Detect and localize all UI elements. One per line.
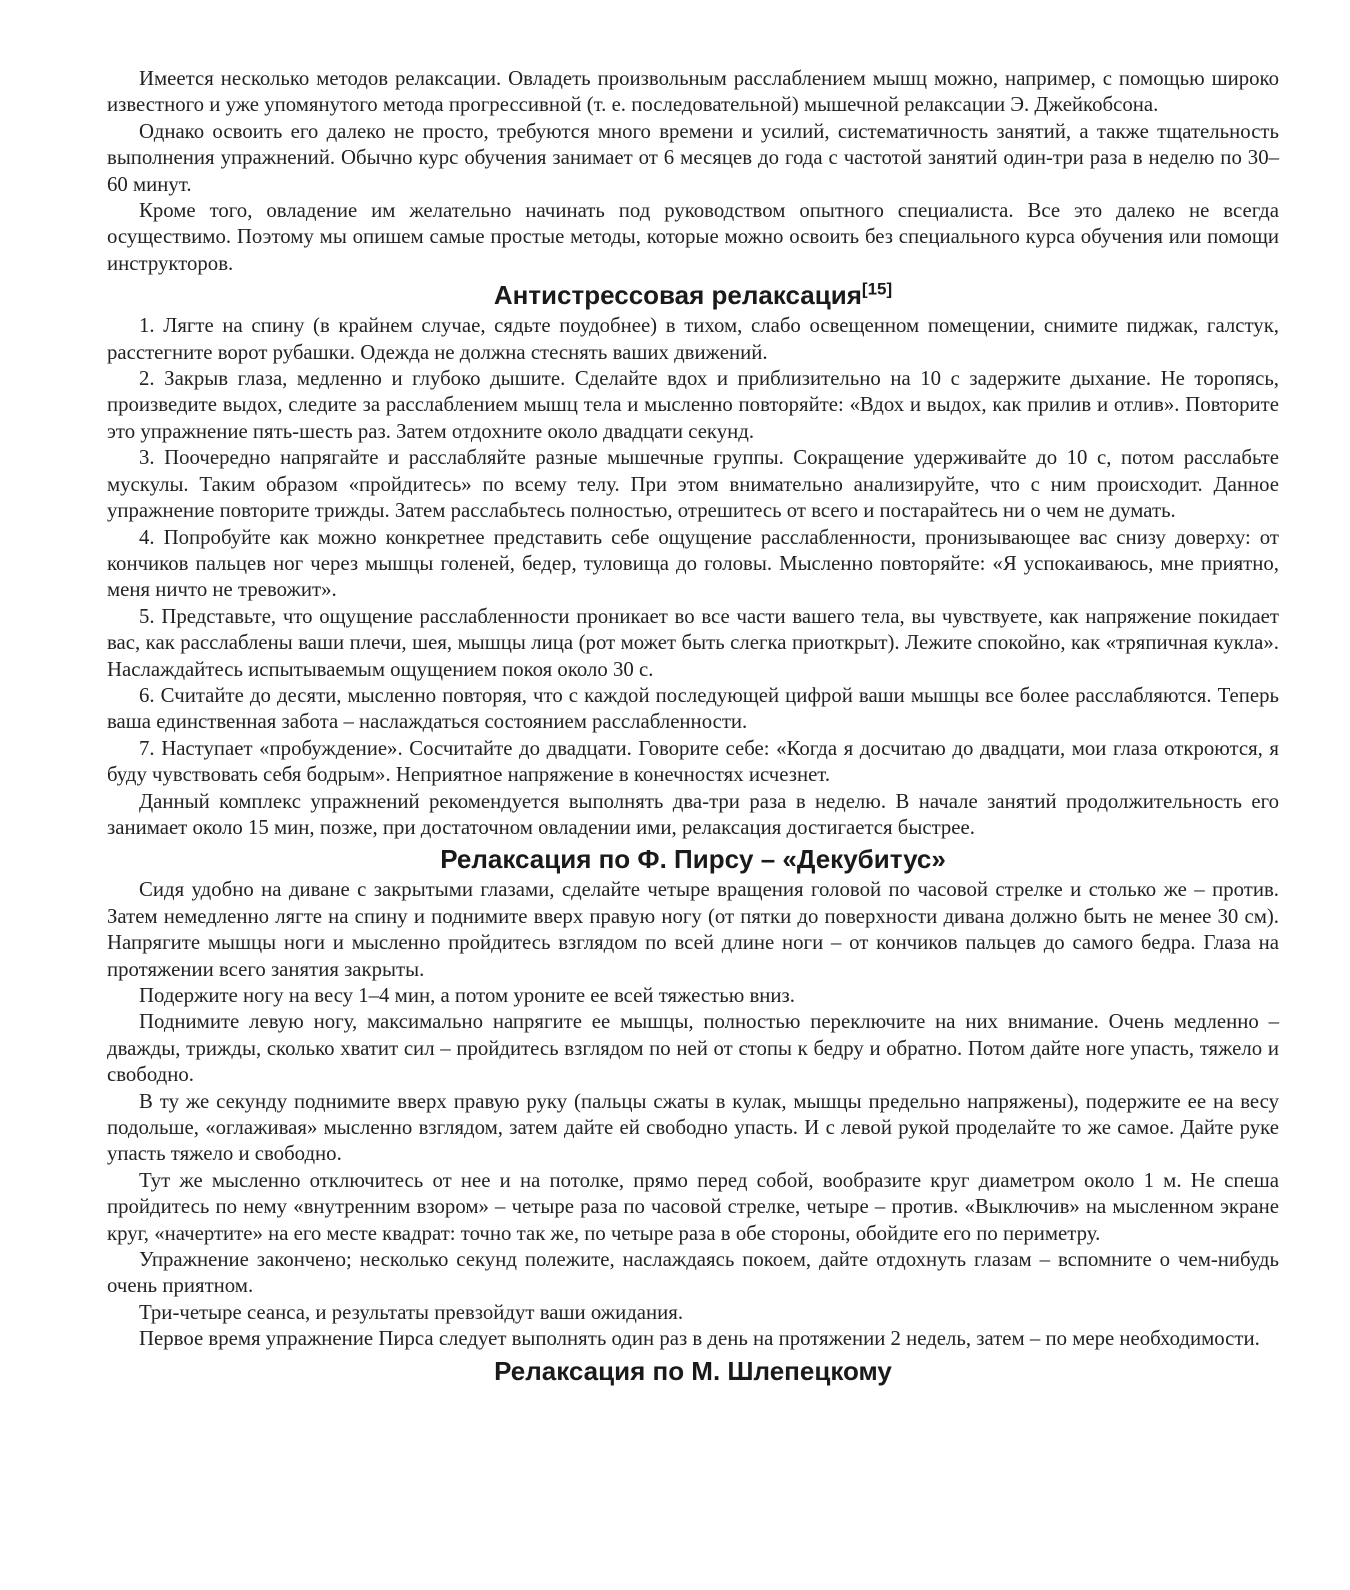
step-4: 4. Попробуйте как можно конкретнее представить себе ощущение расслабленности, пронизывающее вас снизу доверху: от кончиков пальцев ног через мышцы голеней, бедер, туловища до головы. Мысленно повторяйте: «Я успокаиваюсь, мне приятно, меня ничто не тревожит». — [107, 525, 1279, 602]
pierce-paragraph-4: В ту же секунду поднимите вверх правую руку (пальцы сжаты в кулак, мышцы предельно напряжены), подержите ее на весу подольше, «оглаживая» мысленно взглядом, затем дайте ей свободно упасть. И с левой рукой проделайте то же самое. Дайте руке упасть тяжело и свободно. — [107, 1089, 1279, 1166]
step-7: 7. Наступает «пробуждение». Сосчитайте до двадцати. Говорите себе: «Когда я досчитаю до двадцати, мои глаза откроются, я буду чувствовать себя бодрым». Неприятное напряжение в конечностях исчезнет. — [107, 736, 1279, 787]
pierce-paragraph-6: Упражнение закончено; несколько секунд полежите, наслаждаясь покоем, дайте отдохнуть глазам – вспомните о чем-нибудь очень приятном. — [107, 1248, 1279, 1298]
section-heading-shlepetsky: Релаксация по М. Шлепецкому — [494, 1355, 892, 1386]
intro-paragraph-2: Однако освоить его далеко не просто, требуются много времени и усилий, систематичность занятий, а также тщательность выполнения упражнений. Обычно курс обучения занимает от 6 месяцев до года с частотой занятий один-три раза в неделю по 30–60 минут. — [107, 119, 1279, 196]
antistress-summary: Данный комплекс упражнений рекомендуется выполнять два-три раза в неделю. В начале занятий продолжительность его занимает около 15 мин, позже, при достаточном овладении ими, релаксация достигается быстрее. — [107, 789, 1279, 839]
footnote-reference[interactable]: [15] — [861, 279, 893, 299]
section-heading-pierce: Релаксация по Ф. Пирсу – «Декубитус» — [440, 844, 946, 875]
step-3: 3. Поочередно напрягайте и расслабляйте разные мышечные группы. Сокращение удерживайте до 10 с, потом расслабьте мускулы. Таким образом «пройдитесь» по всему телу. При этом внимательно анализируйте, что с ним происходит. Данное упражнение повторите трижды. Затем расслабьтесь полностью, отрешитесь от всего и постарайтесь ни о чем не думать. — [107, 446, 1279, 523]
step-5: 5. Представьте, что ощущение расслабленности проникает во все части вашего тела, вы чувствуете, как напряжение покидает вас, как расслаблены ваши плечи, шея, мышцы лица (рот может быть слегка приоткрыт). Лежите спокойно, как «тряпичная кукла». Наслаждайтесь испытываемым ощущением покоя около 30 с. — [107, 604, 1279, 681]
section-pierce — [107, 841, 1279, 1352]
pierce-paragraph-5: Тут же мысленно отключитесь от нее и на потолке, прямо перед собой, вообразите круг диаметром около 1 м. Не спеша пройдитесь по нему «внутренним взором» – четыре раза по часовой стрелке, четыре – против. «Выключив» на мысленном экране круг, «начертите» на его месте квадрат: точно так же, по четыре раза в обе стороны, обойдите его по периметру. — [107, 1168, 1279, 1245]
section-heading-antistress — [107, 277, 1279, 313]
section-antistress — [107, 277, 1279, 841]
pierce-paragraph-3: Поднимите левую ногу, максимально напрягите ее мышцы, полностью переключите на них внимание. Очень медленно – дважды, трижды, сколько хватит сил – пройдитесь взглядом по ней от стопы к бедру и обратно. Потом дайте ноге упасть, тяжело и свободно. — [107, 1010, 1279, 1087]
intro-paragraph-1: Имеется несколько методов релаксации. Овладеть произвольным расслаблением мышц можно, например, с помощью широко известного и уже упомянутого метода прогрессивной (т. е. последовательной) мышечной релаксации Э. Джейкобсона. — [107, 67, 1279, 117]
heading-text: Антистрессовая релаксация — [493, 280, 862, 311]
document-page — [107, 66, 1279, 1389]
section-shlepetsky — [107, 1353, 1279, 1389]
pierce-paragraph-8: Первое время упражнение Пирса следует выполнять один раз в день на протяжении 2 недель, затем – по мере необходимости. — [139, 1327, 1260, 1351]
intro-section — [107, 66, 1279, 277]
step-2: 2. Закрыв глаза, медленно и глубоко дышите. Сделайте вдох и приблизительно на 10 с задержите дыхание. Не торопясь, произведите выдох, следите за расслаблением мышц тела и мысленно повторяйте: «Вдох и выдох, как прилив и отлив». Повторите это упражнение пять-шесть раз. Затем отдохните около двадцати секунд. — [107, 367, 1279, 443]
step-1: 1. Лягте на спину (в крайнем случае, сядьте поудобнее) в тихом, слабо освещенном помещении, снимите пиджак, галстук, расстегните ворот рубашки. Одежда не должна стеснять ваших движений. — [107, 314, 1279, 364]
step-6: 6. Считайте до десяти, мысленно повторяя, что с каждой последующей цифрой ваши мышцы все более расслабляются. Теперь ваша единственная забота – наслаждаться состоянием расслабленности. — [107, 683, 1279, 734]
pierce-paragraph-1: Сидя удобно на диване с закрытыми глазами, сделайте четыре вращения головой по часовой стрелке и столько же – против. Затем немедленно лягте на спину и поднимите вверх правую ногу (от пятки до поверхности дивана должно быть не менее 30 см). Напрягите мышцы ноги и мысленно пройдитесь взглядом по всей длине ноги – от кончиков пальцев до самого бедра. Глаза на протяжении всего занятия закрыты. — [107, 878, 1279, 981]
pierce-paragraph-7: Три-четыре сеанса, и результаты превзойдут ваши ожидания. — [139, 1300, 684, 1324]
intro-paragraph-3: Кроме того, овладение им желательно начинать под руководством опытного специалиста. Все это далеко не всегда осуществимо. Поэтому мы опишем самые простые методы, которые можно освоить без специального курса обучения или помощи инструкторов. — [107, 199, 1279, 275]
pierce-paragraph-2: Подержите ногу на весу 1–4 мин, а потом уроните ее всей тяжестью вниз. — [139, 984, 795, 1007]
